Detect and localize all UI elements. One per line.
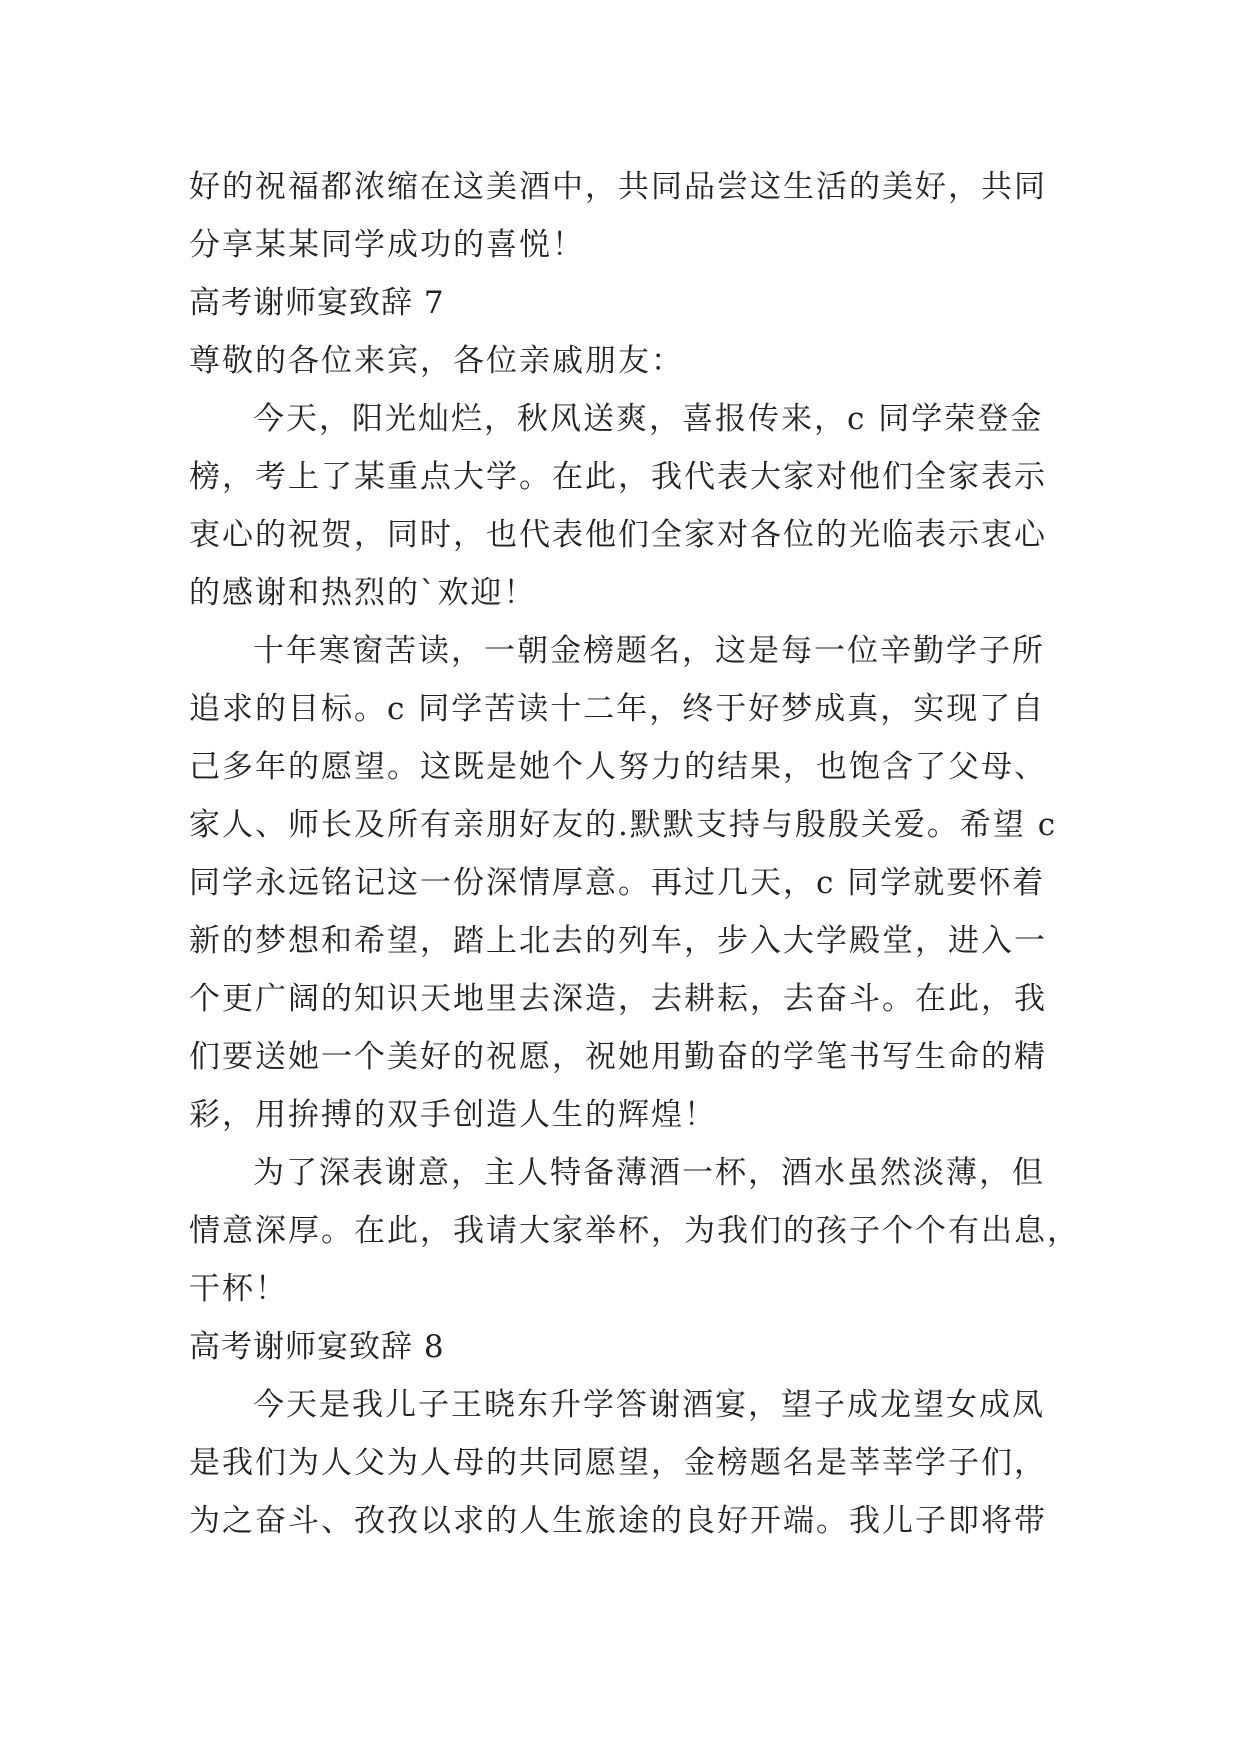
text-line: 个更广阔的知识天地里去深造，去耕耘，去奋斗。在此，我 <box>189 981 1047 1017</box>
paragraph-first-line: 今天是我儿子王晓东升学答谢酒宴，望子成龙望女成凤 <box>253 1387 1045 1423</box>
text-line: 新的梦想和希望，踏上北去的列车，步入大学殿堂，进入一 <box>189 923 1047 959</box>
text-line: 是我们为人父为人母的共同愿望，金榜题名是莘莘学子们， <box>189 1445 1047 1481</box>
text-line: 己多年的愿望。这既是她个人努力的结果，也饱含了父母、 <box>189 749 1047 785</box>
document-body <box>189 158 1080 1550</box>
section-heading: 高考谢师宴致辞 7 <box>189 285 445 321</box>
text-line: 家人、师长及所有亲朋好友的.默默支持与殷殷关爱。希望 c <box>189 807 1058 843</box>
text-line: 分享某某同学成功的喜悦！ <box>189 227 585 263</box>
text-line: 追求的目标。c 同学苦读十二年，终于好梦成真，实现了自 <box>189 691 1046 727</box>
text-line: 情意深厚。在此，我请大家举杯，为我们的孩子个个有出息， <box>189 1213 1080 1249</box>
text-line: 同学永远铭记这一份深情厚意。再过几天，c 同学就要怀着 <box>189 865 1046 901</box>
paragraph-first-line: 十年寒窗苦读，一朝金榜题名，这是每一位辛勤学子所 <box>253 633 1045 669</box>
text-line: 榜，考上了某重点大学。在此，我代表大家对他们全家表示 <box>189 459 1047 495</box>
text-line: 好的祝福都浓缩在这美酒中，共同品尝这生活的美好，共同 <box>189 169 1047 205</box>
text-line: 为之奋斗、孜孜以求的人生旅途的良好开端。我儿子即将带 <box>189 1503 1047 1539</box>
salutation-line: 尊敬的各位来宾，各位亲戚朋友： <box>189 343 684 379</box>
text-line: 衷心的祝贺，同时，也代表他们全家对各位的光临表示衷心 <box>189 517 1047 553</box>
section-heading: 高考谢师宴致辞 8 <box>189 1329 445 1365</box>
text-line: 的感谢和热烈的`欢迎！ <box>189 575 537 611</box>
paragraph-first-line: 为了深表谢意，主人特备薄酒一杯，酒水虽然淡薄，但 <box>253 1155 1045 1191</box>
text-line: 干杯！ <box>189 1271 288 1307</box>
text-line: 彩，用拚搏的双手创造人生的辉煌！ <box>189 1097 717 1133</box>
text-line: 们要送她一个美好的祝愿，祝她用勤奋的学笔书写生命的精 <box>189 1039 1047 1075</box>
paragraph-first-line: 今天，阳光灿烂，秋风送爽，喜报传来，c 同学荣登金 <box>253 401 1044 437</box>
